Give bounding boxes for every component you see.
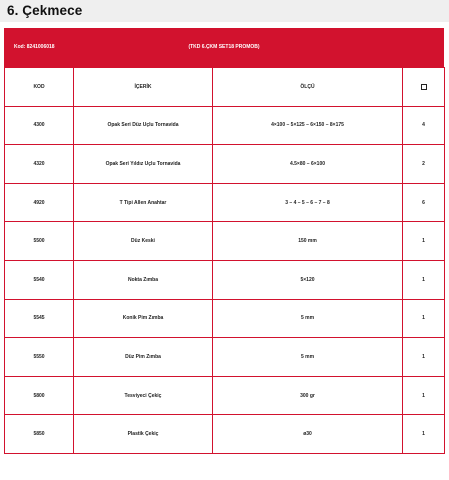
cell-quantity: 1 [403,376,445,415]
table-row [5,222,445,261]
table-row [5,299,445,338]
cell-olcu: 4.5×80 – 6×100 [213,145,403,184]
cell-icerik: Nokta Zımba [74,260,213,299]
cell-olcu: 300 gr [213,376,403,415]
table-header-row [5,68,445,107]
cell-quantity: 2 [403,145,445,184]
table-row [5,106,445,145]
cell-quantity: 1 [403,415,445,454]
page-title: 6. Çekmece [7,3,83,18]
set-name: (TKD 6.ÇKM SET18 PROMOB) [188,44,260,50]
cell-kod: 5550 [5,338,74,377]
column-header-kod: KOD [5,68,74,107]
column-header-olcu: ÖLÇÜ [213,68,403,107]
cell-quantity: 6 [403,183,445,222]
cell-olcu: 3 – 4 – 5 – 6 – 7 – 8 [213,183,403,222]
cell-icerik: Düz Pim Zımba [74,338,213,377]
contents-table [4,67,445,454]
title-bar [0,0,449,22]
cell-icerik: Konik Pim Zımba [74,299,213,338]
column-header-quantity [403,68,445,107]
cell-quantity: 4 [403,106,445,145]
cell-kod: 5545 [5,299,74,338]
cell-olcu: 150 mm [213,222,403,261]
table-row [5,338,445,377]
cell-olcu: ø30 [213,415,403,454]
table-row [5,260,445,299]
cell-quantity: 1 [403,299,445,338]
table-row [5,376,445,415]
square-icon [421,84,427,90]
cell-kod: 5500 [5,222,74,261]
cell-kod: 4320 [5,145,74,184]
set-code: Kod: 8241006018 [14,44,55,50]
cell-quantity: 1 [403,260,445,299]
cell-kod: 5850 [5,415,74,454]
cell-kod: 4920 [5,183,74,222]
cell-kod: 5540 [5,260,74,299]
table-row [5,415,445,454]
cell-olcu: 5 mm [213,338,403,377]
cell-kod: 4300 [5,106,74,145]
cell-icerik: Tesviyeci Çekiç [74,376,213,415]
cell-kod: 5800 [5,376,74,415]
set-header [4,28,444,67]
cell-olcu: 5×120 [213,260,403,299]
column-header-icerik: İÇERİK [74,68,213,107]
cell-icerik: Opak Seri Düz Uçlu Tornavida [74,106,213,145]
cell-icerik: T Tipi Allen Anahtar [74,183,213,222]
cell-olcu: 4×100 – 5×125 – 6×150 – 8×175 [213,106,403,145]
cell-quantity: 1 [403,222,445,261]
cell-olcu: 5 mm [213,299,403,338]
cell-icerik: Plastik Çekiç [74,415,213,454]
table-row [5,145,445,184]
cell-icerik: Düz Keski [74,222,213,261]
cell-quantity: 1 [403,338,445,377]
cell-icerik: Opak Seri Yıldız Uçlu Tornavida [74,145,213,184]
table-row [5,183,445,222]
